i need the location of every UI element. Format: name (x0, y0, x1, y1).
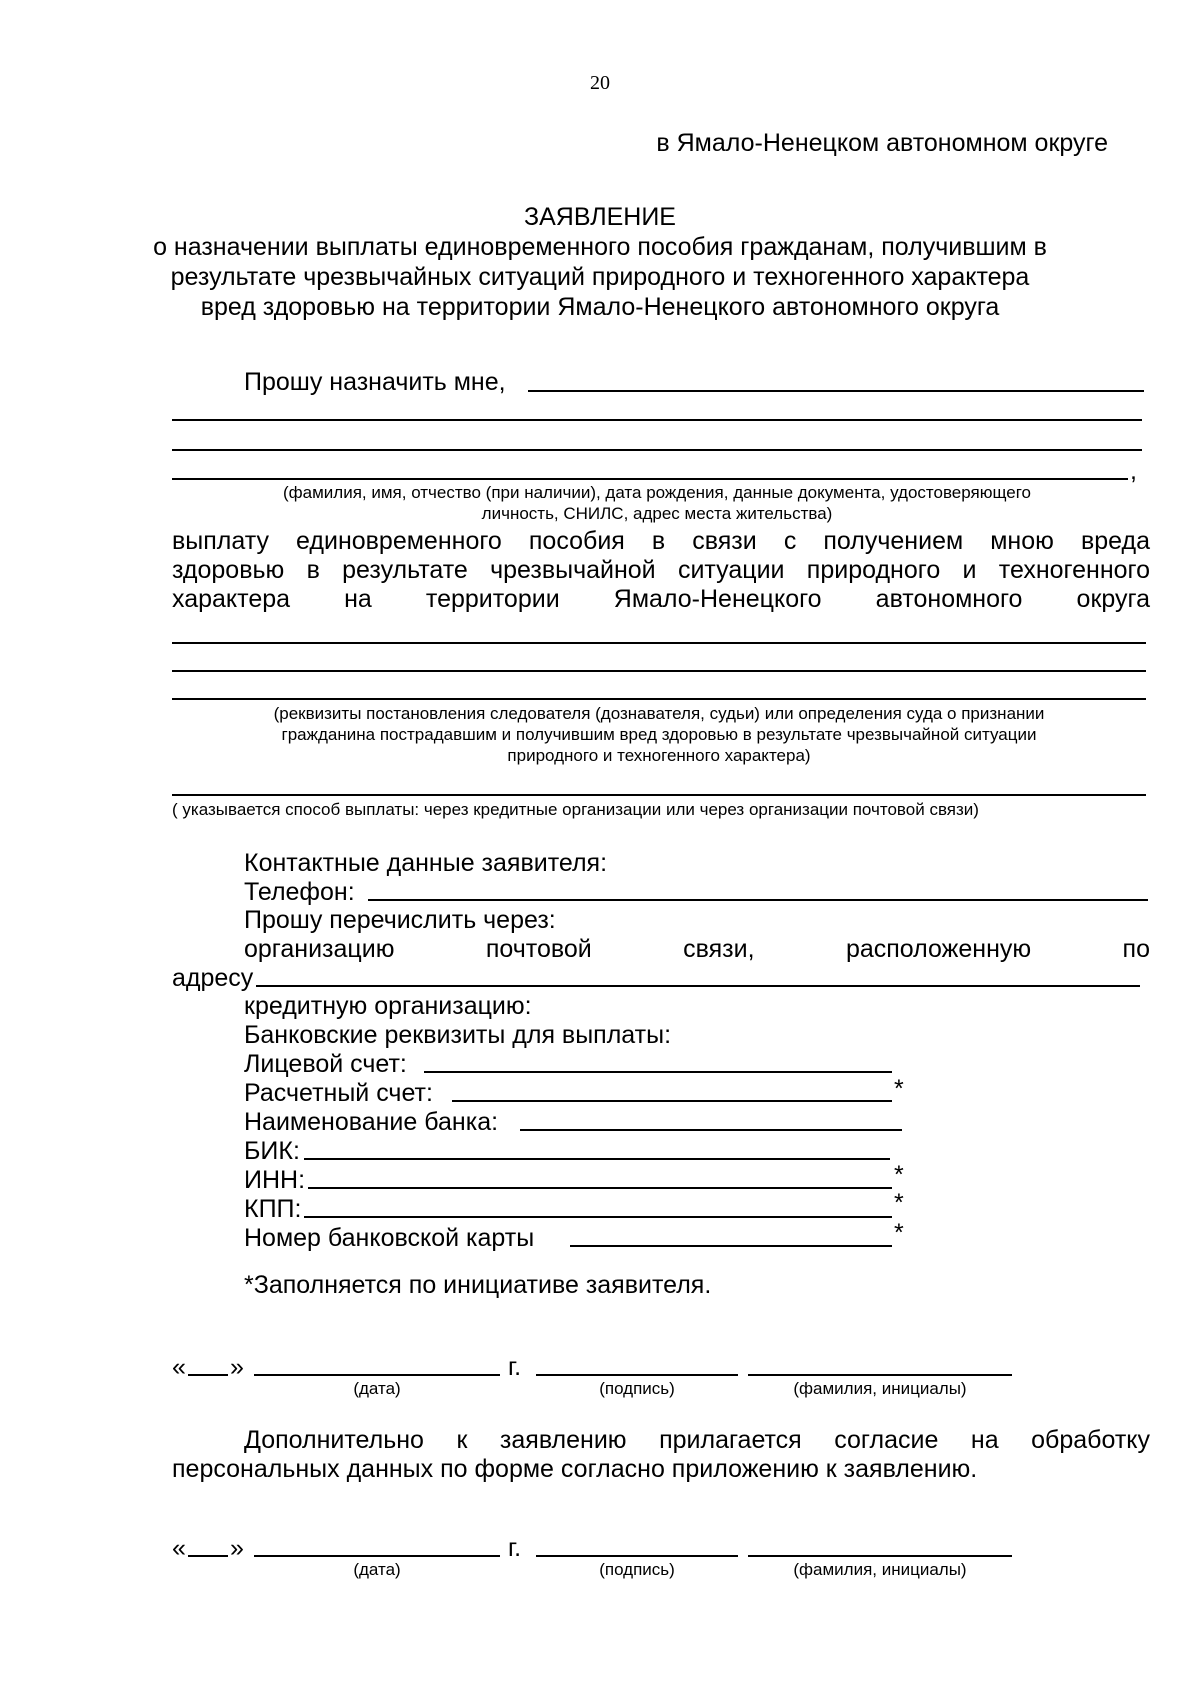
decision-field-line[interactable] (172, 698, 1146, 700)
optional-mark: * (894, 1161, 904, 1189)
card-number-line[interactable] (570, 1245, 892, 1247)
optional-mark: * (894, 1075, 904, 1103)
address-field-line[interactable] (256, 985, 1140, 987)
year-suffix: г. (508, 1353, 522, 1381)
request-body-line: выплату единовременного пособия в связи с получением мною вреда (172, 527, 1150, 555)
field-label-card-number: Номер банковской карты (244, 1224, 535, 1252)
decision-hint: гражданина пострадавшим и получившим вред здоровью в результате чрезвычайной ситуации (281, 725, 1037, 744)
decision-hint: природного и техногенного характера) (507, 746, 811, 765)
date-caption: (дата) (353, 1379, 401, 1398)
day-field-line[interactable] (188, 1555, 228, 1557)
applicant-hint: (фамилия, имя, отчество (при наличии), дата рождения, данные документа, удостоверяющего (283, 483, 1031, 502)
name-caption: (фамилия, инициалы) (793, 1379, 967, 1398)
page-number: 20 (590, 72, 610, 94)
inn-line[interactable] (308, 1187, 892, 1189)
decision-field-line[interactable] (172, 642, 1146, 644)
date-close-quote: » (230, 1353, 244, 1381)
kpp-line[interactable] (304, 1216, 892, 1218)
applicant-field-line[interactable] (172, 449, 1142, 451)
field-label-inn: ИНН: (244, 1166, 306, 1194)
address-label: адресу (172, 964, 254, 992)
date-open-quote: « (172, 1353, 186, 1381)
trailing-comma: , (1130, 457, 1137, 485)
postal-line: организацию почтовой связи, расположенную по (244, 935, 1150, 963)
signature-caption: (подпись) (599, 1560, 675, 1579)
transfer-label: Прошу перечислить через: (244, 906, 556, 934)
signature-field-line[interactable] (536, 1374, 738, 1376)
payment-method-line[interactable] (172, 794, 1146, 796)
year-suffix: г. (508, 1534, 522, 1562)
signature-caption: (подпись) (599, 1379, 675, 1398)
date-open-quote: « (172, 1534, 186, 1562)
phone-field-line[interactable] (368, 899, 1148, 901)
optional-mark: * (894, 1189, 904, 1217)
footnote: *Заполняется по инициативе заявителя. (244, 1271, 712, 1299)
decision-hint: (реквизиты постановления следователя (дознавателя, судьи) или определения суда о признании (273, 704, 1045, 723)
name-field-line[interactable] (748, 1374, 1012, 1376)
field-label-settlement-account: Расчетный счет: (244, 1079, 433, 1107)
document-title: ЗАЯВЛЕНИЕ (523, 203, 676, 231)
request-body-line: здоровью в результате чрезвычайной ситуации природного и техногенного (172, 556, 1150, 584)
region-header: в Ямало-Ненецком автономном округе (656, 129, 1108, 157)
date-close-quote: » (230, 1534, 244, 1562)
consent-line: персональных данных по форме согласно приложению к заявлению. (172, 1455, 978, 1483)
subtitle-line: вред здоровью на территории Ямало-Ненецкого автономного округа (200, 293, 1000, 321)
request-body-line: характера на территории Ямало-Ненецкого автономного округа (172, 585, 1150, 613)
field-label-kpp: КПП: (244, 1195, 302, 1223)
subtitle-line: о назначении выплаты единовременного пособия гражданам, получившим в (153, 233, 1047, 261)
field-label-bik: БИК: (244, 1137, 300, 1165)
date-field-line[interactable] (254, 1555, 500, 1557)
credit-org-label: кредитную организацию: (244, 992, 532, 1020)
applicant-field-line[interactable] (172, 478, 1128, 480)
phone-label: Телефон: (244, 878, 355, 906)
bik-line[interactable] (304, 1158, 890, 1160)
bank-details-heading: Банковские реквизиты для выплаты: (244, 1021, 672, 1049)
date-caption: (дата) (353, 1560, 401, 1579)
field-label-bank-name: Наименование банка: (244, 1108, 499, 1136)
applicant-field-line[interactable] (528, 390, 1144, 392)
subtitle-line: результате чрезвычайных ситуаций природного и техногенного характера (170, 263, 1030, 291)
settlement-account-line[interactable] (452, 1100, 892, 1102)
decision-field-line[interactable] (172, 670, 1146, 672)
bank-name-line[interactable] (520, 1129, 902, 1131)
optional-mark: * (894, 1219, 904, 1247)
payment-method-hint: ( указывается способ выплаты: через кредитные организации или через организации почтовой связи) (172, 800, 979, 819)
personal-account-line[interactable] (424, 1071, 892, 1073)
date-field-line[interactable] (254, 1374, 500, 1376)
applicant-field-line[interactable] (172, 419, 1142, 421)
applicant-hint: личность, СНИЛС, адрес места жительства) (481, 504, 833, 523)
name-caption: (фамилия, инициалы) (793, 1560, 967, 1579)
signature-field-line[interactable] (536, 1555, 738, 1557)
consent-line: Дополнительно к заявлению прилагается согласие на обработку (244, 1426, 1150, 1454)
contacts-heading: Контактные данные заявителя: (244, 849, 608, 877)
day-field-line[interactable] (188, 1374, 228, 1376)
name-field-line[interactable] (748, 1555, 1012, 1557)
request-prefix: Прошу назначить мне, (244, 368, 506, 396)
field-label-personal-account: Лицевой счет: (244, 1050, 407, 1078)
